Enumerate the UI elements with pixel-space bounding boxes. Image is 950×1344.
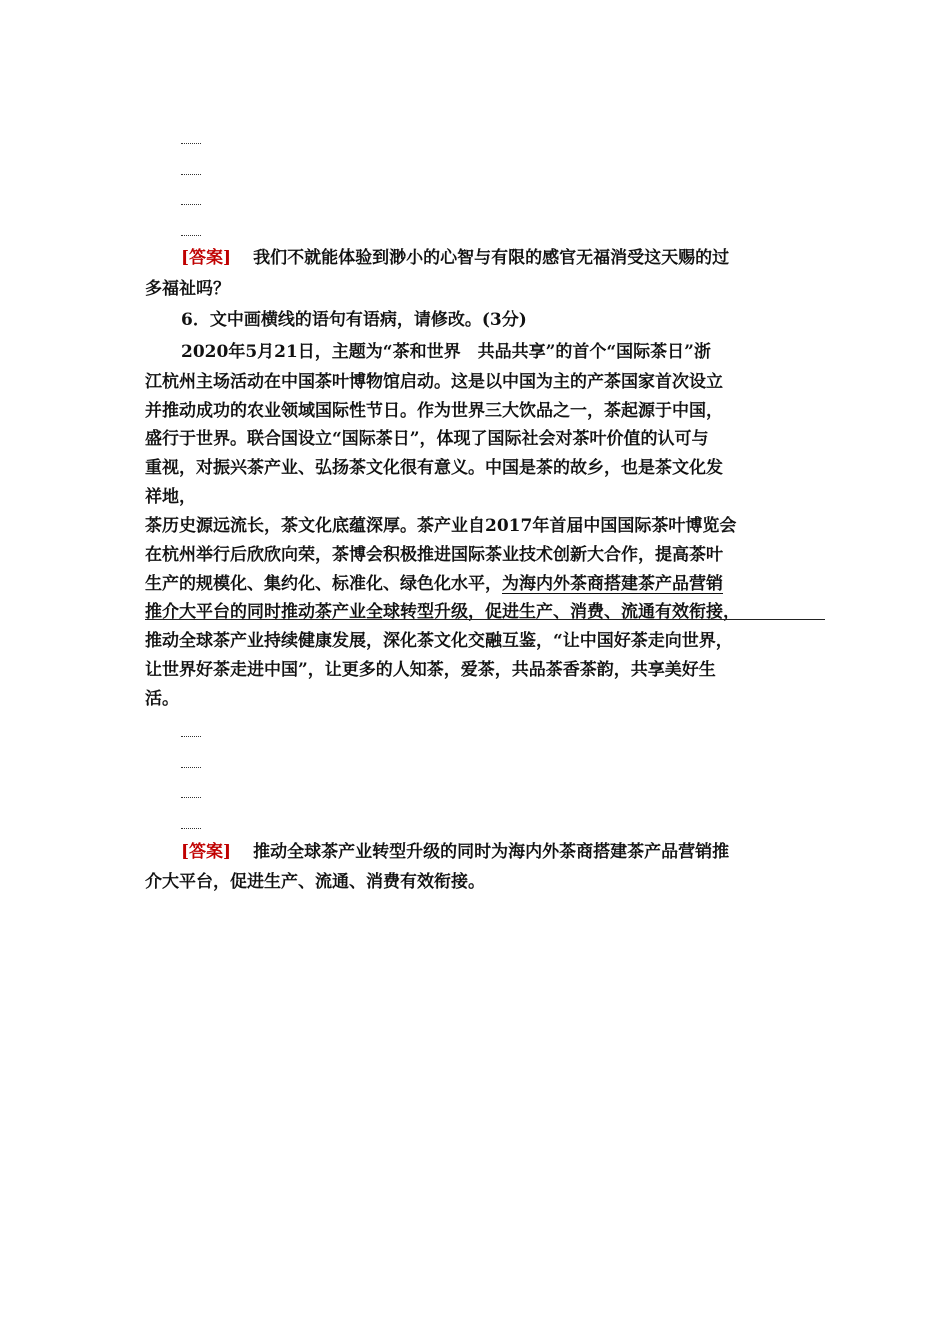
answer-1-line-2: 多福祉吗？ xyxy=(145,279,230,299)
passage-line-3: 并推动成功的农业领域国际性节日。作为世界三大饮品之一，茶起源于中国， xyxy=(145,401,723,421)
answer-blank-line[interactable] xyxy=(181,233,201,236)
answer-blank-line[interactable] xyxy=(181,795,201,798)
answer-blank-line[interactable] xyxy=(181,202,201,205)
passage-line-13: 活。 xyxy=(145,689,179,709)
answer-blank-line[interactable] xyxy=(181,172,201,175)
underlined-sentence-part-2: 推介大平台的同时推动茶产业全球转型升级，促进生产、消费、流通有效衔接， xyxy=(145,602,740,622)
answer-2-line-2: 介大平台，促进生产、流通、消费有效衔接。 xyxy=(145,872,485,892)
passage-line-7: 茶历史源远流长，茶文化底蕴深厚。茶产业自2017年首届中国国际茶叶博览会 xyxy=(145,516,737,536)
answer-2-text-1: 推动全球茶产业转型升级的同时为海内外茶商搭建茶产品营销推 xyxy=(253,842,730,862)
passage-line-11: 推动全球茶产业持续健康发展，深化茶文化交融互鉴，“让中国好茶走向世界， xyxy=(145,631,733,651)
answer-1-line-1 xyxy=(181,247,861,269)
answer-blank-line[interactable] xyxy=(181,765,201,768)
answer-1-text-1: 我们不就能体验到渺小的心智与有限的感官无福消受这天赐的过 xyxy=(253,248,730,268)
passage-line-5: 重视，对振兴茶产业、弘扬茶文化很有意义。中国是茶的故乡，也是茶文化发 xyxy=(145,458,723,478)
answer-tag: [答案] xyxy=(181,248,232,268)
underlined-sentence-part-1: 为海内外茶商搭建茶产品营销 xyxy=(502,574,723,594)
passage-line-9-plain: 生产的规模化、集约化、标准化、绿色化水平， xyxy=(145,574,502,594)
answer-tag: [答案] xyxy=(181,842,232,862)
answer-2-line-1 xyxy=(181,841,861,863)
answer-blank-line[interactable] xyxy=(181,734,201,737)
passage-line-9 xyxy=(145,573,825,595)
underline-rule xyxy=(145,619,825,620)
answer-blank-line[interactable] xyxy=(181,826,201,829)
passage-line-6: 祥地， xyxy=(145,487,196,507)
passage-line-1: 2020年5月21日，主题为“茶和世界 共品共享”的首个“国际茶日”浙 xyxy=(181,342,711,362)
passage-line-12: 让世界好茶走进中国”，让更多的人知茶，爱茶，共品茶香茶韵，共享美好生 xyxy=(145,660,716,680)
passage-line-4: 盛行于世界。联合国设立“国际茶日”，体现了国际社会对茶叶价值的认可与 xyxy=(145,429,709,449)
passage-line-8: 在杭州举行后欣欣向荣，茶博会积极推进国际茶业技术创新大合作，提高茶叶 xyxy=(145,545,723,565)
question-6-title: 6．文中画横线的语句有语病，请修改。(3分) xyxy=(181,310,527,330)
passage-line-2: 江杭州主场活动在中国茶叶博物馆启动。这是以中国为主的产茶国家首次设立 xyxy=(145,372,723,392)
answer-blank-line[interactable] xyxy=(181,141,201,144)
